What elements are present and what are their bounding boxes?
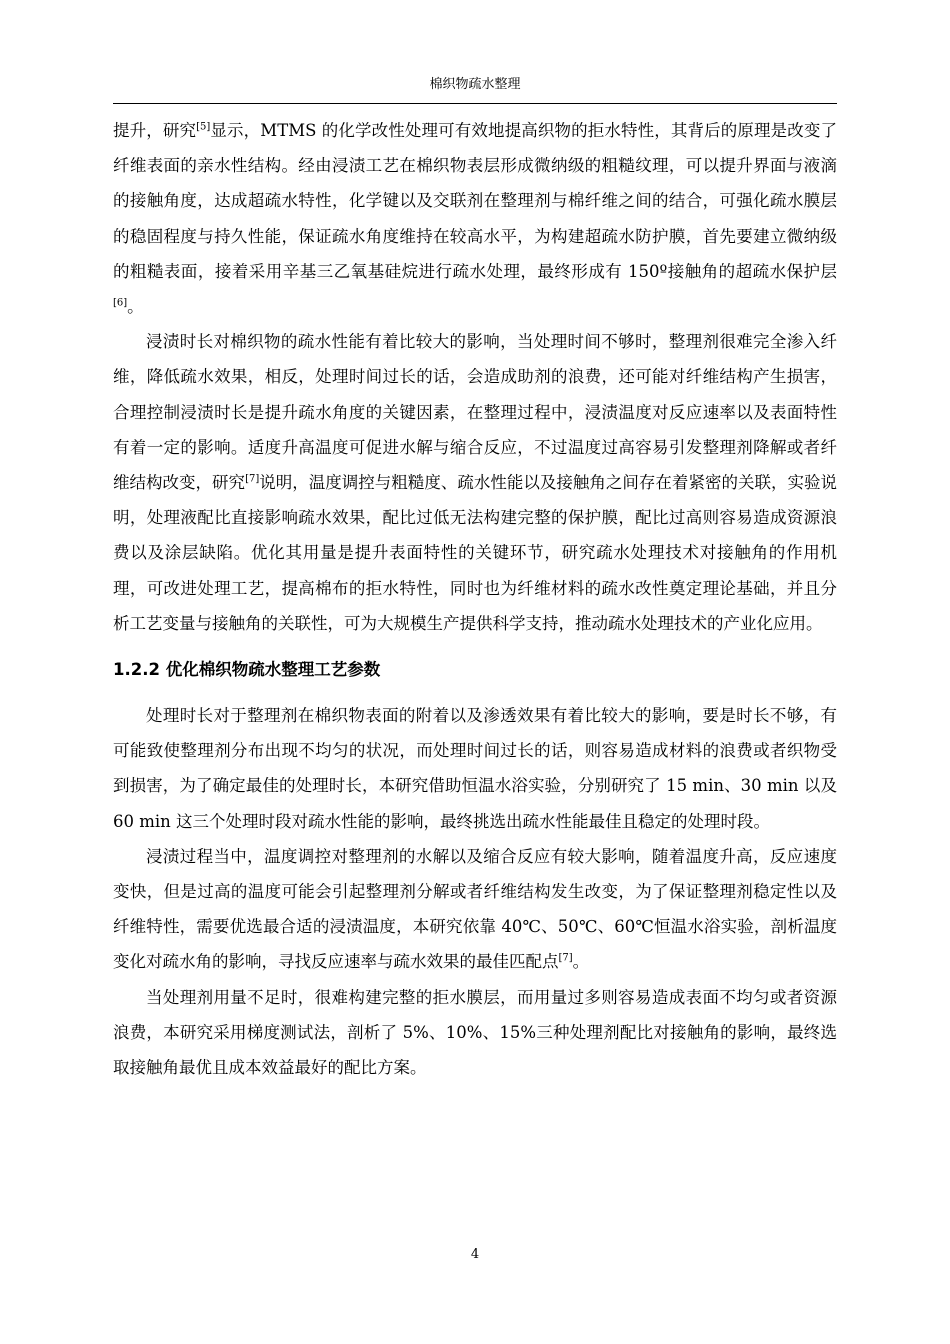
header-rule <box>113 103 837 104</box>
paragraph-1-text-c: 。 <box>127 297 144 317</box>
citation-5: [5] <box>196 121 211 133</box>
paragraph-4-text-b: 。 <box>572 952 590 972</box>
page-body <box>113 113 837 1085</box>
page-number: 4 <box>470 1247 480 1262</box>
paragraph-2-text-a: 浸渍时长对棉织物的疏水性能有着比较大的影响，当处理时间不够时，整理剂很难完全渗入纤维，降低疏水效果，相反，处理时间过长的话，会造成助剂的浪费，还可能对纤维结构产生损害，合理控制浸渍时长是提升疏水角度的关键因素，在整理过程中，浸渍温度对反应速率以及表面特性有着一定的影响。适度升高温度可促进水解与缩合反应，不过温度过高容易引发整理剂降解或者纤维结构改变，研究 <box>113 332 837 493</box>
paragraph-2-text-b: 说明，温度调控与粗糙度、疏水性能以及接触角之间存在着紧密的关联，实验说明，处理液配比直接影响疏水效果，配比过低无法构建完整的保护膜，配比过高则容易造成资源浪费以及涂层缺陷。优化其用量是提升表面特性的关键环节，研究疏水处理技术对接触角的作用机理，可改进处理工艺，提高棉布的拒水特性，同时也为纤维材料的疏水改性奠定理论基础，并且分析工艺变量与接触角的关联性，可为大规模生产提供科学支持，推动疏水处理技术的产业化应用。 <box>113 473 838 633</box>
running-header: 棉织物疏水整理 <box>429 77 521 92</box>
citation-7: [7] <box>245 473 260 485</box>
citation-6: [6] <box>113 297 128 309</box>
paragraph-5: 当处理剂用量不足时，很难构建完整的拒水膜层，而用量过多则容易造成表面不均匀或者资源浪费，本研究采用梯度测试法，剖析了 5%、10%、15%三种处理剂配比对接触角的影响，最终选取接触角最优且成本效益最好的配比方案。 <box>113 987 837 1078</box>
paragraph-4-text-a: 浸渍过程当中，温度调控对整理剂的水解以及缩合反应有较大影响，随着温度升高，反应速度变快，但是过高的温度可能会引起整理剂分解或者纤维结构发生改变，为了保证整理剂稳定性以及纤维特性，需要优选最合适的浸渍温度，本研究依靠 40℃、50℃、60℃恒温水浴实验，剖析温度变化对疏水角的影响，寻找反应速率与疏水效果的最佳匹配点 <box>113 846 837 972</box>
section-heading: 1.2.2 优化棉织物疏水整理工艺参数 <box>113 660 381 680</box>
paragraph-1 <box>113 113 837 324</box>
paragraph-1-text-b: 显示，MTMS 的化学改性处理可有效地提高织物的拒水特性，其背后的原理是改变了纤维表面的亲水性结构。经由浸渍工艺在棉织物表层形成微纳级的粗糙纹理，可以提升界面与液滴的接触角度，达成超疏水特性，化学键以及交联剂在整理剂与棉纤维之间的结合，可强化疏水膜层的稳固程度与持久性能，保证疏水角度维持在较高水平，为构建超疏水防护膜，首先要建立微纳级的粗糙表面，接着采用辛基三乙氧基硅烷进行疏水处理，最终形成有 150º接触角的超疏水保护层 <box>113 121 838 281</box>
paragraph-2 <box>113 324 837 641</box>
citation-7b: [7] <box>558 952 573 964</box>
paragraph-4 <box>113 839 837 980</box>
paragraph-3: 处理时长对于整理剂在棉织物表面的附着以及渗透效果有着比较大的影响，要是时长不够，有可能致使整理剂分布出现不均匀的状况，而处理时间过长的话，则容易造成材料的浪费或者织物受到损害，为了确定最佳的处理时长，本研究借助恒温水浴实验，分别研究了 15 min、30 min 以及 60 min 这三个处理时段对疏水性能的影响，最终挑选出疏水性能最佳且稳定的处理时段。 <box>113 706 837 831</box>
paragraph-1-text-a: 提升，研究 <box>113 121 197 140</box>
